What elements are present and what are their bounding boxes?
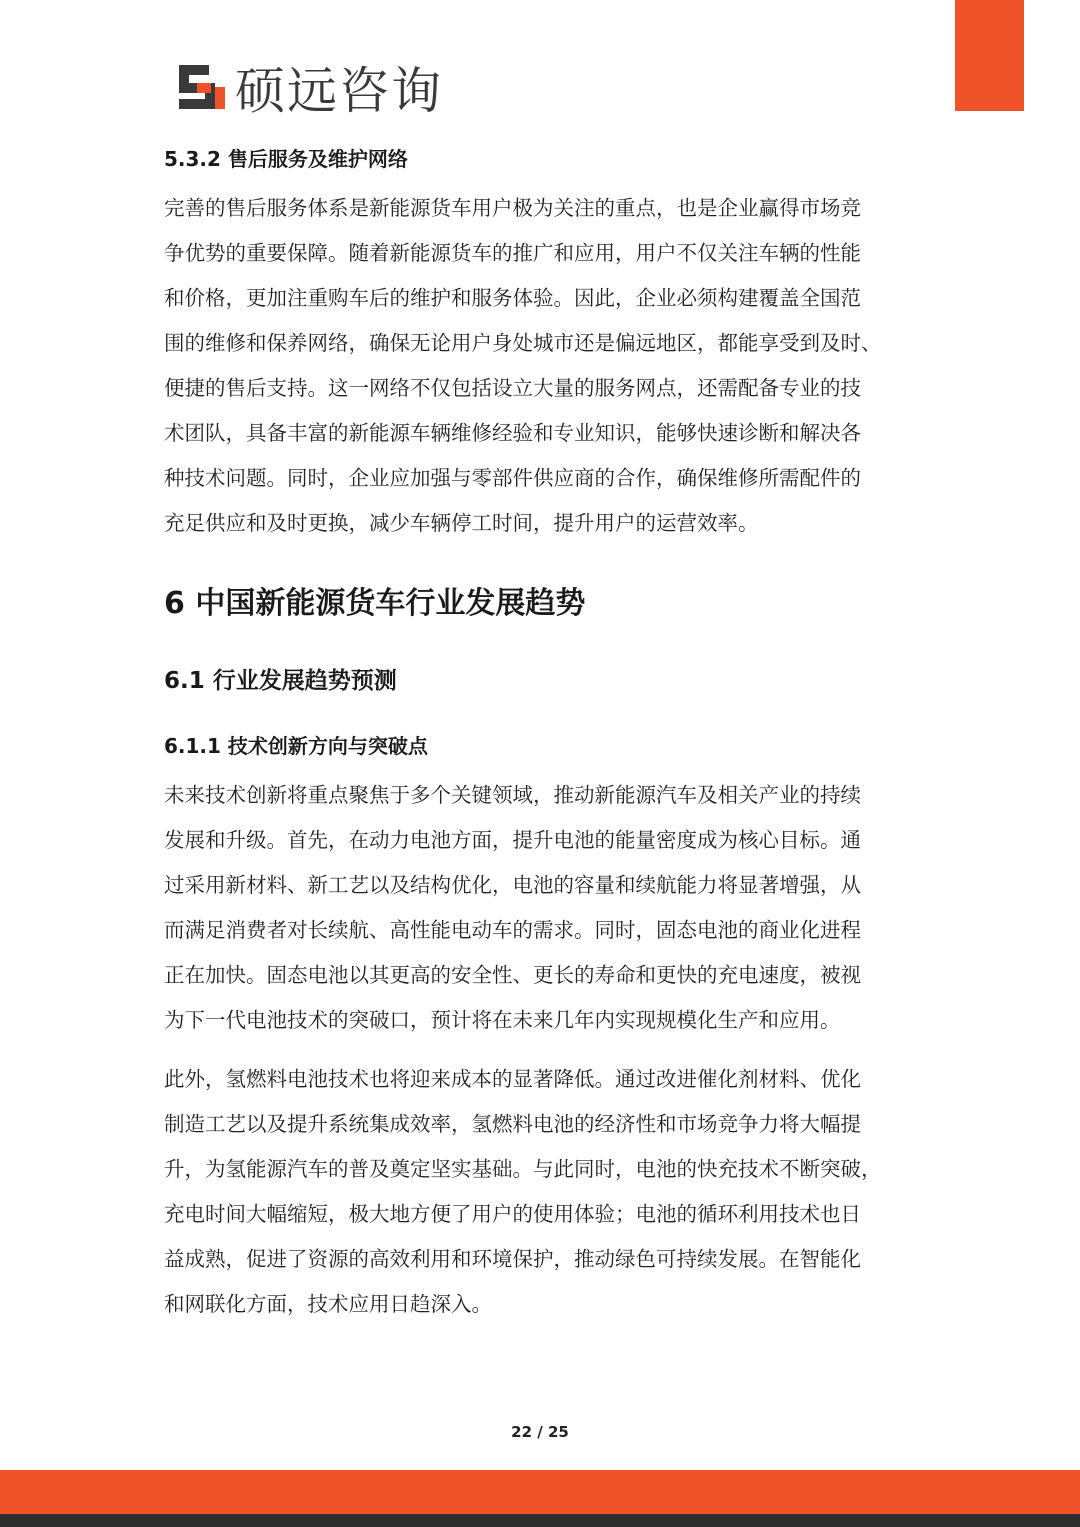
paragraph-line: 术团队，具备丰富的新能源车辆维修经验和专业知识，能够快速诊断和解决各 bbox=[164, 421, 861, 445]
paragraph-line: 为下一代电池技术的突破口，预计将在未来几年内实现规模化生产和应用。 bbox=[164, 1008, 841, 1032]
paragraph bbox=[164, 1057, 924, 1327]
paragraph-line: 过采用新材料、新工艺以及结构优化，电池的容量和续航能力将显著增强，从 bbox=[164, 873, 861, 897]
footer-accent-bar bbox=[0, 1470, 1080, 1514]
section-6-1-1 bbox=[164, 731, 924, 1327]
chapter-6 bbox=[164, 584, 924, 624]
paragraph-line: 发展和升级。首先，在动力电池方面，提升电池的能量密度成为核心目标。通 bbox=[164, 828, 861, 852]
chapter-heading: 6 中国新能源货车行业发展趋势 bbox=[164, 586, 586, 621]
paragraph-line: 充足供应和及时更换，减少车辆停工时间，提升用户的运营效率。 bbox=[164, 511, 759, 535]
paragraph-line: 完善的售后服务体系是新能源货车用户极为关注的重点，也是企业赢得市场竞 bbox=[164, 196, 861, 220]
paragraph-line: 而满足消费者对长续航、高性能电动车的需求。同时，固态电池的商业化进程 bbox=[164, 918, 861, 942]
brand-logo bbox=[175, 58, 443, 120]
page-number: 22 / 25 bbox=[511, 1423, 569, 1441]
section-6-1 bbox=[164, 664, 924, 698]
section-heading: 6.1 行业发展趋势预测 bbox=[164, 668, 397, 694]
header-accent-block bbox=[955, 0, 1024, 111]
paragraph-line: 正在加快。固态电池以其更高的安全性、更长的寿命和更快的充电速度，被视 bbox=[164, 963, 861, 987]
paragraph-line: 种技术问题。同时，企业应加强与零部件供应商的合作，确保维修所需配件的 bbox=[164, 466, 861, 490]
paragraph-line: 制造工艺以及提升系统集成效率，氢燃料电池的经济性和市场竞争力将大幅提 bbox=[164, 1112, 861, 1136]
footer-dark-bar bbox=[0, 1514, 1080, 1527]
paragraph bbox=[164, 773, 924, 1043]
paragraph-line: 争优势的重要保障。随着新能源货车的推广和应用，用户不仅关注车辆的性能 bbox=[164, 241, 861, 265]
section-5-3-2 bbox=[164, 144, 924, 546]
sy-logo-icon bbox=[175, 61, 229, 113]
paragraph-line: 便捷的售后支持。这一网络不仅包括设立大量的服务网点，还需配备专业的技 bbox=[164, 376, 861, 400]
paragraph-line: 升，为氢能源汽车的普及奠定坚实基础。与此同时，电池的快充技术不断突破， bbox=[164, 1157, 882, 1181]
paragraph-line: 此外，氢燃料电池技术也将迎来成本的显著降低。通过改进催化剂材料、优化 bbox=[164, 1067, 861, 1091]
section-heading: 6.1.1 技术创新方向与突破点 bbox=[164, 734, 428, 758]
paragraph-line: 益成熟，促进了资源的高效利用和环境保护，推动绿色可持续发展。在智能化 bbox=[164, 1247, 861, 1271]
paragraph-line: 围的维修和保养网络，确保无论用户身处城市还是偏远地区，都能享受到及时、 bbox=[164, 331, 882, 355]
paragraph-line: 充电时间大幅缩短，极大地方便了用户的使用体验；电池的循环利用技术也日 bbox=[164, 1202, 861, 1226]
paragraph-line: 和价格，更加注重购车后的维护和服务体验。因此，企业必须构建覆盖全国范 bbox=[164, 286, 861, 310]
paragraph bbox=[164, 186, 924, 546]
brand-name: 硕远咨询 bbox=[235, 62, 443, 120]
section-heading: 5.3.2 售后服务及维护网络 bbox=[164, 147, 408, 171]
paragraph-line: 未来技术创新将重点聚焦于多个关键领域，推动新能源汽车及相关产业的持续 bbox=[164, 783, 861, 807]
paragraph-line: 和网联化方面，技术应用日趋深入。 bbox=[164, 1292, 492, 1316]
